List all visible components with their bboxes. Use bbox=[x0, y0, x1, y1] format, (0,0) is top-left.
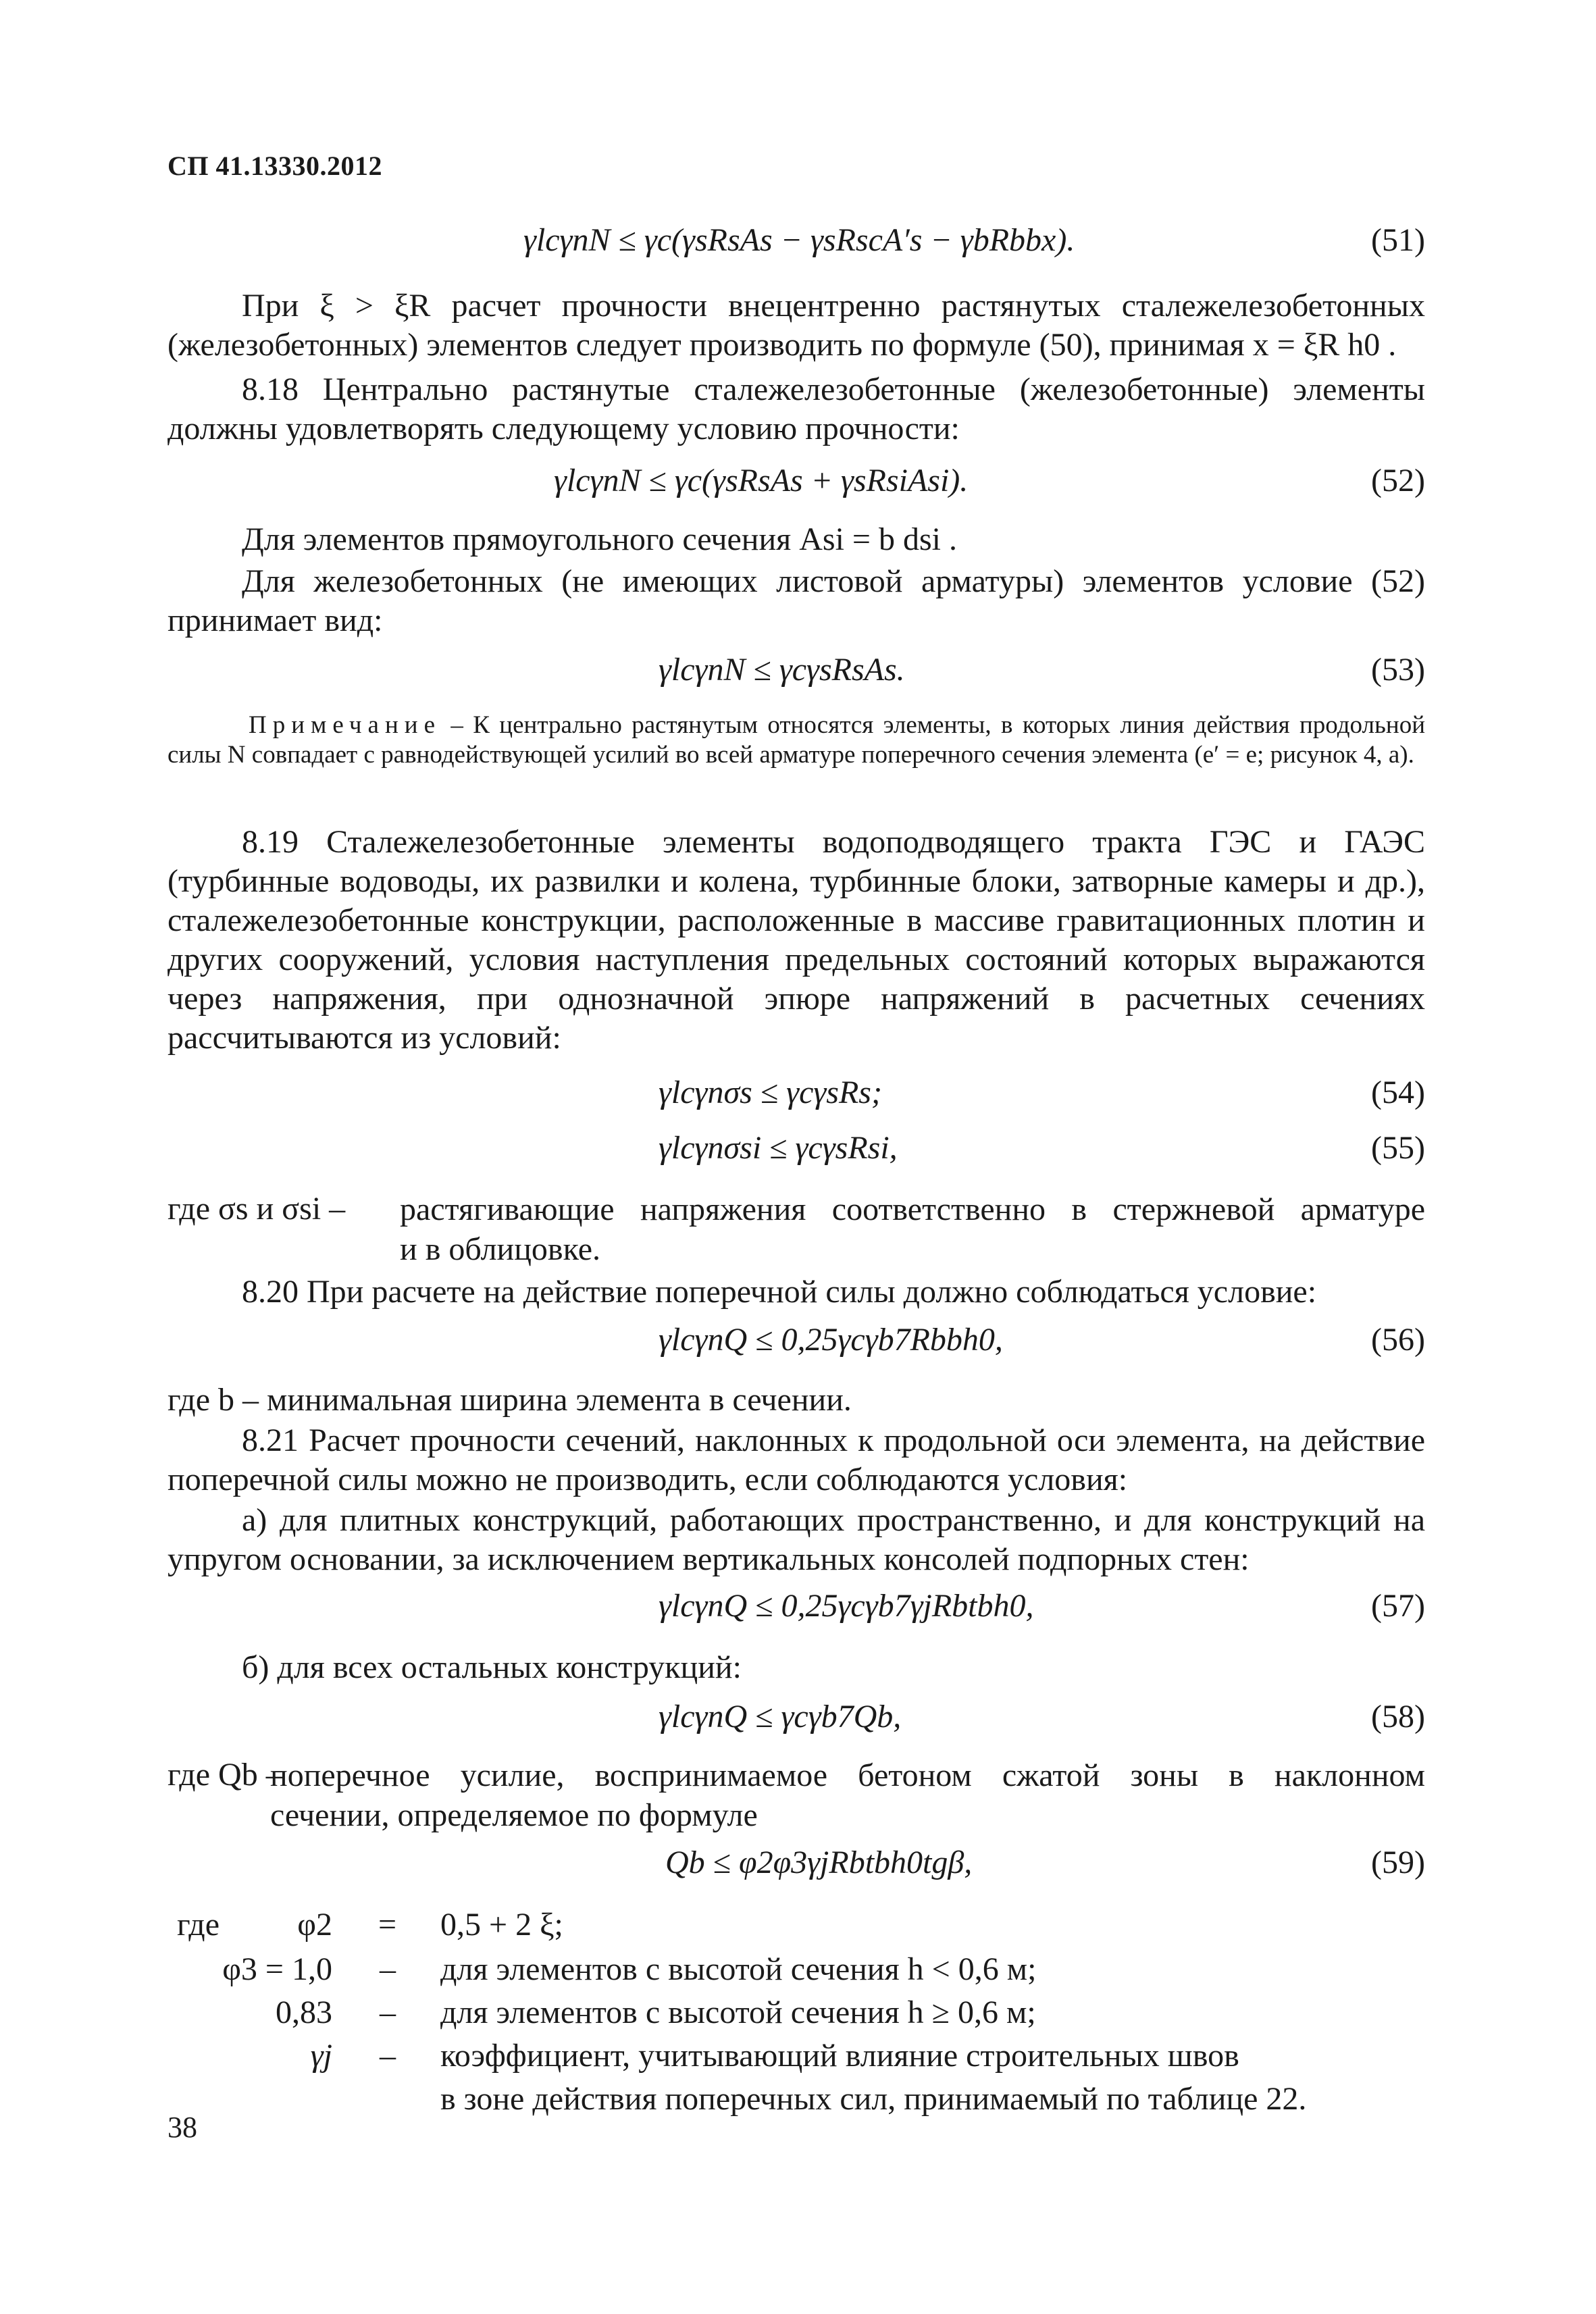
where-symbol-gammaj: γj bbox=[310, 2038, 332, 2074]
sigma-definition-lead: где σs и σsi – bbox=[168, 1191, 346, 1227]
sigma-definition-text: растягивающие напряжения соответственно в стержневой арматуре bbox=[400, 1191, 1425, 1227]
note-block bbox=[168, 711, 1425, 770]
paragraph-xi-condition: При ξ > ξR расчет прочности внецентренно растянутых сталежелезобетонных (железобетонных) элементов следует производить по формуле (50), принимая x = ξR h0 . bbox=[168, 288, 1425, 363]
paragraph-reinforced-concrete: Для железобетонных (не имеющих листовой арматуры) элементов условие (52) принимает вид: bbox=[168, 563, 1425, 638]
equation-52: γlcγnN ≤ γc(γsRsAs + γsRsiAsi). bbox=[554, 463, 969, 498]
equation-number-53: (53) bbox=[1371, 652, 1425, 688]
equation-53: γlcγnN ≤ γcγsRsAs. bbox=[659, 652, 905, 688]
equation-number-51: (51) bbox=[1371, 222, 1425, 258]
where-sep: – bbox=[380, 2038, 396, 2074]
note-text: – К центрально растянутым относятся элементы, в которых линия действия продольной силы N совпадает с равнодействующей усилий во всей арматуре поперечного сечения элемента (e′ = e; рисунок 4, a). bbox=[168, 711, 1425, 769]
where-desc-continuation: в зоне действия поперечных сил, принимаемый по таблице 22. bbox=[440, 2081, 1307, 2117]
equation-56: γlcγnQ ≤ 0,25γcγb7Rbbh0, bbox=[659, 1322, 1003, 1358]
equation-number-56: (56) bbox=[1371, 1322, 1425, 1358]
page-number: 38 bbox=[168, 2111, 197, 2144]
equation-number-55: (55) bbox=[1371, 1130, 1425, 1166]
sigma-definition-continuation: и в облицовке. bbox=[400, 1231, 600, 1267]
paragraph-8-20: 8.20 При расчете на действие поперечной силы должно соблюдаться условие: bbox=[242, 1274, 1317, 1310]
equation-54: γlcγnσs ≤ γcγsRs; bbox=[659, 1075, 882, 1110]
paragraph-b-definition: где b – минимальная ширина элемента в сечении. bbox=[168, 1382, 852, 1418]
equation-51: γlcγnN ≤ γc(γsRsAs − γsRscA′s − γbRbbx). bbox=[523, 222, 1075, 258]
paragraph-item-b: б) для всех остальных конструкций: bbox=[242, 1649, 742, 1685]
paragraph-8-19: 8.19 Сталежелезобетонные элементы водоподводящего тракта ГЭС и ГАЭС (турбинные водоводы, их развилки и колена, турбинные блоки, затворные камеры и др.), сталежелезобетонные конструкции, расположенные в массиве гравитационных плотин и других сооружений, условия наступления предельных состояний которых выражаются через напряжения, при однозначной эпюре напряжений в расчетных сечениях рассчитываются из условий: bbox=[168, 824, 1425, 1056]
equation-number-54: (54) bbox=[1371, 1075, 1425, 1110]
where-lead: где bbox=[177, 1907, 220, 1943]
qb-definition-text: поперечное усилие, воспринимаемое бетоном сжатой зоны в наклонном bbox=[270, 1757, 1425, 1793]
where-desc: коэффициент, учитывающий влияние строительных швов bbox=[440, 2038, 1239, 2074]
where-sep: – bbox=[380, 1951, 396, 1987]
equation-55: γlcγnσsi ≤ γcγsRsi, bbox=[659, 1130, 898, 1166]
where-symbol-083: 0,83 bbox=[276, 1995, 332, 2030]
equation-59: Qb ≤ φ2φ3γjRbtbh0tgβ, bbox=[665, 1845, 973, 1880]
where-desc: для элементов с высотой сечения h < 0,6 м; bbox=[440, 1951, 1037, 1987]
paragraph-8-21: 8.21 Расчет прочности сечений, наклонных к продольной оси элемента, на действие поперечной силы можно не производить, если соблюдаются условия: bbox=[168, 1422, 1425, 1497]
note-label: Примечание bbox=[249, 711, 441, 739]
document-header: СП 41.13330.2012 bbox=[168, 151, 382, 181]
equation-number-58: (58) bbox=[1371, 1699, 1425, 1734]
equation-number-57: (57) bbox=[1371, 1588, 1425, 1624]
equation-57: γlcγnQ ≤ 0,25γcγb7γjRbtbh0, bbox=[659, 1588, 1034, 1624]
where-desc: для элементов с высотой сечения h ≥ 0,6 м; bbox=[440, 1995, 1036, 2030]
paragraph-item-a: а) для плитных конструкций, работающих пространственно, и для конструкций на упругом основании, за исключением вертикальных консолей подпорных стен: bbox=[168, 1502, 1425, 1577]
where-sep: = bbox=[378, 1907, 397, 1943]
equation-number-52: (52) bbox=[1371, 463, 1425, 498]
equation-58: γlcγnQ ≤ γcγb7Qb, bbox=[659, 1699, 902, 1734]
paragraph-8-18: 8.18 Центрально растянутые сталежелезобетонные (железобетонные) элементы должны удовлетворять следующему условию прочности: bbox=[168, 371, 1425, 446]
paragraph-rectangular-section: Для элементов прямоугольного сечения Asi = b dsi . bbox=[242, 521, 957, 557]
equation-number-59: (59) bbox=[1371, 1845, 1425, 1880]
qb-definition-continuation: сечении, определяемое по формуле bbox=[270, 1797, 758, 1833]
where-symbol-phi3: φ3 = 1,0 bbox=[222, 1951, 332, 1987]
where-symbol-phi2: φ2 bbox=[297, 1907, 332, 1943]
qb-definition-lead: где Qb – bbox=[168, 1757, 282, 1793]
where-sep: – bbox=[380, 1995, 396, 2030]
where-desc: 0,5 + 2 ξ; bbox=[440, 1907, 563, 1943]
